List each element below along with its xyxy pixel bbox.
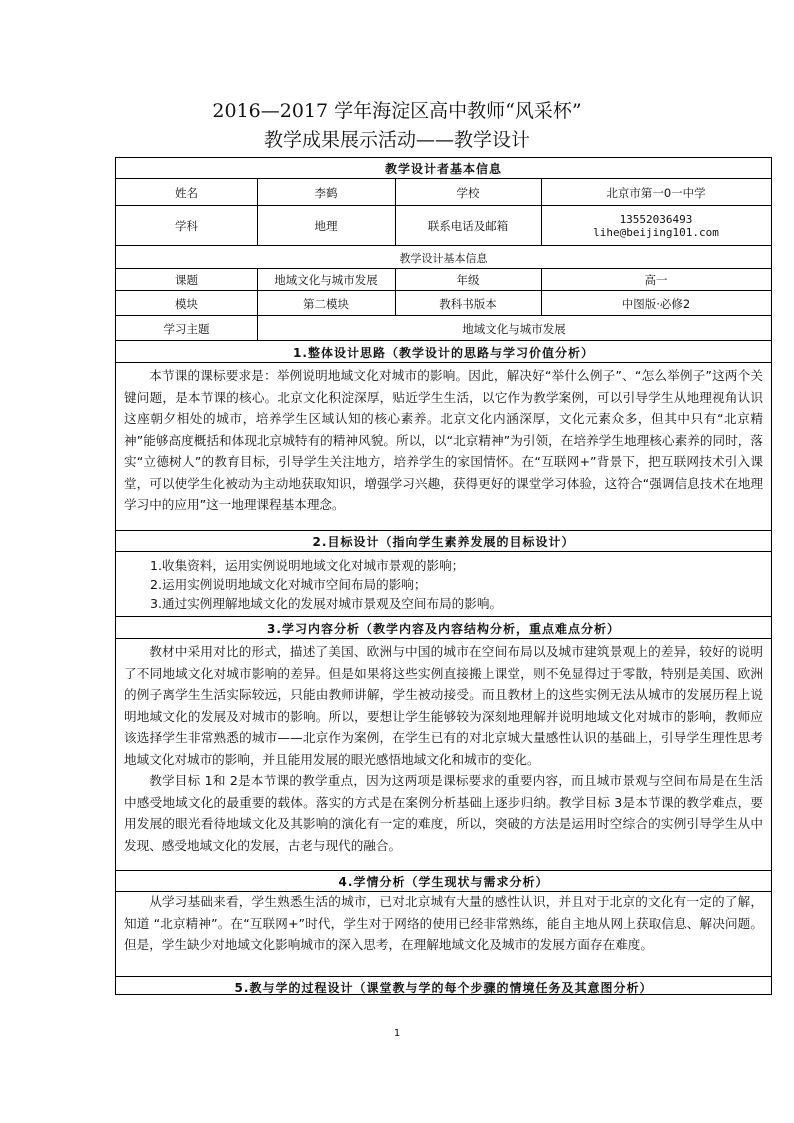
contact-label: 联系电话及邮箱 (427, 219, 509, 233)
name-school-row (116, 178, 771, 206)
topic-label: 课题 (175, 273, 198, 287)
grade-label: 年级 (456, 273, 480, 287)
goal-item-2: 2.运用实例说明地域文化对城市空间布局的影响； (150, 577, 427, 592)
section-3-body (116, 638, 771, 871)
contact-value (541, 206, 771, 246)
theme-row (116, 315, 771, 341)
lesson-design-table (115, 157, 772, 995)
topic-value: 地域文化与城市发展 (274, 273, 378, 287)
goal-item-3: 3.通过实例理解地域文化的发展对城市景观及空间布局的影响。 (150, 596, 503, 611)
section-5-title: 5.教与学的过程设计（课堂教与学的每个步骤的情境任务及其意图分析） (234, 980, 653, 995)
module-label: 模块 (175, 296, 198, 311)
section-1-title: 1.整体设计思路（教学设计的思路与学习价值分析） (293, 345, 594, 360)
designer-info-heading: 教学设计者基本信息 (384, 161, 502, 176)
school-label: 学校 (456, 185, 480, 200)
topic-grade-row (116, 268, 771, 291)
goal-item-1: 1.收集资料，运用实例说明地域文化对城市景观的影响； (150, 558, 465, 573)
section-3-paragraph-2: 教学目标 1和 2是本节课的教学重点，因为这两项是课标要求的重要内容，而且城市景观与空间布局是在生活中感受地域文化的最重要的载体。落实的方式是在案例分析基础上逐步归纳。教学目标 3是本节课的教学难点，要用发展的眼光看待地域文化及其影响的演化有一定的难度，所以，突破的方法是运用时空综合的实例引导学生从中发现、感受地域文化的发展，古老与现代的融合。 (124, 773, 763, 853)
phone-number: 13552036493 (619, 213, 693, 226)
subject-value: 地理 (314, 219, 338, 233)
subject-contact-row (116, 205, 771, 246)
name-label: 姓名 (175, 185, 198, 200)
section-4-paragraph: 从学习基础来看，学生熟悉生活的城市，已对北京城有大量的感性认识，并且对于北京的文化有一定的了解，知道 “北京精神”。在“互联网+”时代，学生对于网络的使用已经非常熟练，能自主地从网上获取信息、解决问题。但是，学生缺少对地域文化影响城市的深入思考，在理解地域文化及城市的发展方面存在难度。 (124, 894, 763, 952)
theme-value: 地域文化与城市发展 (462, 321, 566, 336)
section-2-title: 2.目标设计（指向学生素养发展的目标设计） (312, 535, 575, 549)
section-1-header (116, 340, 771, 363)
section-2-header (116, 530, 771, 552)
school-value: 北京市第一0一中学 (606, 185, 706, 200)
designer-info-header-row (116, 158, 771, 178)
section-4-body (116, 891, 771, 977)
textbook-value: 中图版·必修2 (621, 296, 691, 311)
theme-label: 学习主题 (163, 321, 210, 336)
design-info-header-row (116, 245, 771, 269)
document-subtitle: 教学成果展示活动——教学设计 (263, 129, 530, 151)
module-textbook-row (116, 290, 771, 316)
page-number: 1 (393, 1028, 401, 1039)
module-value: 第二模块 (303, 296, 349, 311)
textbook-label: 教科书版本 (439, 296, 497, 311)
document-title: 2016—2017 学年海淀区高中教师“风采杯” (212, 100, 582, 122)
section-3-paragraph-1: 教材中采用对比的形式，描述了美国、欧洲与中国的城市在空间布局以及城市建筑景观上的差异，较好的说明了不同地域文化对城市影响的差异。但是如果将这些实例直接搬上课堂，则不免显得过于零散，特别是美国、欧洲的例子离学生生活实际较远，只能由教师讲解，学生被动接受。而且教材上的这些实例无法从城市的发展历程上说明地域文化的发展及对城市的影响。所以，要想让学生能够较为深刻地理解并说明地域文化对城市的影响，教师应该选择学生非常熟悉的城市——北京作为案例，在学生已有的对北京城大量感性认识的基础上，引导学生理性思考地域文化对城市的影响，并且能用发展的眼光感悟地域文化和城市的变化。 (124, 644, 763, 767)
section-4-header (116, 870, 771, 892)
grade-value: 高一 (644, 273, 668, 287)
design-info-heading: 教学设计基本信息 (399, 251, 488, 265)
section-2-body (116, 551, 771, 617)
name-value: 李鹤 (314, 185, 338, 200)
section-3-title: 3.学习内容分析（教学内容及内容结构分析，重点难点分析） (267, 621, 620, 636)
section-5-header (116, 976, 771, 997)
section-3-header (116, 616, 771, 639)
section-4-title: 4.学情分析（学生现状与需求分析） (338, 875, 549, 889)
section-1-body (116, 362, 771, 531)
subject-label: 学科 (175, 219, 198, 233)
section-1-paragraph: 本节课的课标要求是：举例说明地域文化对城市的影响。因此，解决好“举什么例子”、“怎么举例子”这两个关键问题，是本节课的核心。北京文化积淀深厚，贴近学生生活，以它作为教学案例，可以引导学生从地理视角认识这座朝夕相处的城市，培养学生区域认知的核心素养。北京文化内涵深厚，文化元素众多，但其中只有“北京精神”能够高度概括和体现北京城特有的精神风貌。所以，以“北京精神”为引领，在培养学生地理核心素养的同时，落实“立德树人”的教育目标，引导学生关注地方，培养学生的家国情怀。在“互联网+”背景下，把互联网技术引入课堂，可以使学生化被动为主动地获取知识，增强学习兴趣，获得更好的课堂学习体验，这符合“强调信息技术在地理学习中的应用”这一地理课程基本理念。 (124, 368, 763, 512)
email-address: lihe@beijing101.com (593, 226, 719, 239)
